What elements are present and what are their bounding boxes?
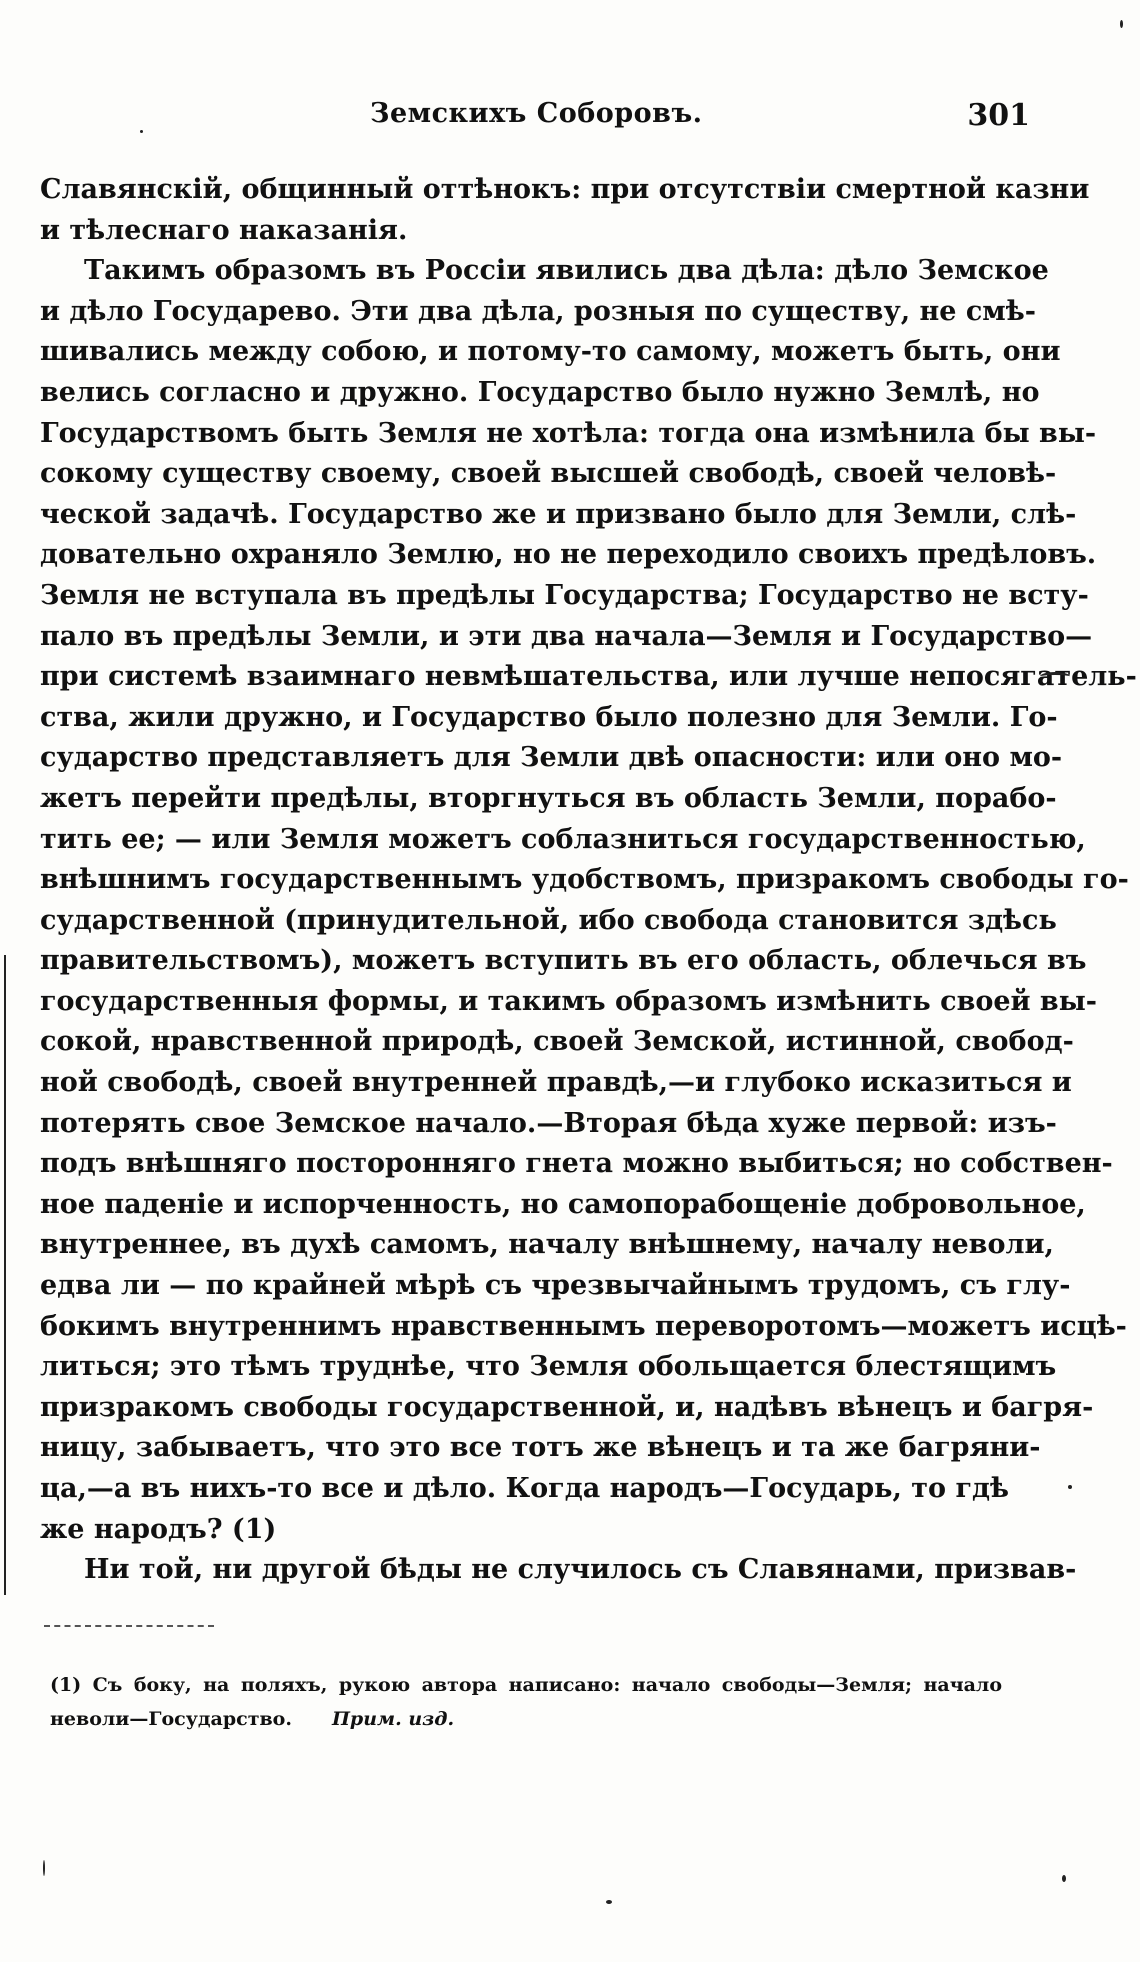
text-line: призракомъ свободы государственной, и, надѣвъ вѣнецъ и багря-	[40, 1391, 1094, 1423]
text-line: при системѣ взаимнаго невмѣшательства, или лучше непосягатель-	[40, 661, 1137, 693]
margin-tilde-mark	[1040, 672, 1070, 681]
scan-speck	[1068, 1485, 1072, 1489]
text-line: сокому существу своему, своей высшей свободѣ, своей человѣ-	[40, 458, 1057, 490]
text-line: ческой задачѣ. Государство же и призвано было для Земли, слѣ-	[40, 498, 1077, 530]
footnote-text: неволи—Государство.	[50, 1708, 292, 1730]
scan-speck	[43, 1860, 45, 1876]
text-line: довательно охраняло Землю, но не переходило своихъ предѣловъ.	[40, 539, 1097, 571]
text-line: велись согласно и дружно. Государство было нужно Землѣ, но	[40, 376, 1040, 408]
text-line: Такимъ образомъ въ Россіи явились два дѣла: дѣло Земское	[84, 255, 1049, 287]
page-header	[370, 98, 1030, 138]
text-line: и тѣлеснаго наказанія.	[40, 214, 408, 246]
footnote-line: (1) Съ боку, на поляхъ, рукою автора написано: начало свободы—Земля; начало	[50, 1674, 1002, 1696]
footnote	[50, 1668, 1002, 1736]
page-number: 301	[967, 98, 1030, 133]
scan-speck	[1120, 20, 1123, 28]
text-line: же народъ? (1)	[40, 1513, 277, 1545]
text-line: ное паденіе и испорченность, но самопорабощеніе добровольное,	[40, 1188, 1086, 1220]
footnote-separator	[44, 1625, 214, 1627]
text-line: Государствомъ быть Земля не хотѣла: тогда она измѣнила бы вы-	[40, 417, 1097, 449]
text-line: пало въ предѣлы Земли, и эти два начала—Земля и Государство—	[40, 620, 1093, 652]
text-line: Земля не вступала въ предѣлы Государства; Государство не всту-	[40, 579, 1089, 611]
main-text	[40, 170, 1137, 1591]
text-line: сокой, нравственной природѣ, своей Земской, истинной, свобод-	[40, 1026, 1074, 1058]
text-line: и дѣло Государево. Эти два дѣла, розныя по существу, не смѣ-	[40, 295, 1036, 327]
running-title: Земскихъ Соборовъ.	[370, 98, 703, 129]
text-line: правительствомъ), можетъ вступить въ его область, облечься въ	[40, 945, 1087, 977]
footnote-line	[50, 1702, 1002, 1736]
text-line: внѣшнимъ государственнымъ удобствомъ, призракомъ свободы го-	[40, 864, 1129, 896]
text-line: бокимъ внутреннимъ нравственнымъ переворотомъ—можетъ исцѣ-	[40, 1310, 1127, 1342]
text-line: шивались между собою, и потому-то самому, можетъ быть, они	[40, 336, 1061, 368]
text-line: тить ее; — или Земля можетъ соблазниться государственностью,	[40, 823, 1086, 855]
text-line: ца,—а въ нихъ-то все и дѣло. Когда народъ—Государь, то гдѣ	[40, 1473, 1009, 1504]
text-line: потерять свое Земское начало.—Вторая бѣда хуже первой: изъ-	[40, 1107, 1057, 1139]
text-line: государственныя формы, и такимъ образомъ измѣнить своей вы-	[40, 985, 1097, 1017]
text-line: ства, жили дружно, и Государство было полезно для Земли. Го-	[40, 701, 1058, 733]
text-line: сударственной (принудительной, ибо свобода становится здѣсь	[40, 904, 1057, 936]
text-line: Ни той, ни другой бѣды не случилось съ Славянами, призвав-	[84, 1554, 1077, 1586]
text-line: едва ли — по крайней мѣрѣ съ чрезвычайнымъ трудомъ, съ глу-	[40, 1270, 1071, 1302]
scan-speck	[606, 1900, 612, 1904]
text-line: Славянскій, общинный оттѣнокъ: при отсутствіи смертной казни	[40, 174, 1090, 205]
publisher-note: Прим. изд.	[331, 1708, 455, 1730]
text-line: литься; это тѣмъ труднѣе, что Земля обольщается блестящимъ	[40, 1351, 1057, 1383]
scan-speck	[1062, 1875, 1066, 1882]
text-line: внутреннее, въ духѣ самомъ, началу внѣшнему, началу неволи,	[40, 1229, 1054, 1261]
margin-mark	[4, 955, 6, 1595]
text-line: ной свободѣ, своей внутренней правдѣ,—и глубоко исказиться и	[40, 1067, 1072, 1099]
text-line: подъ внѣшняго посторонняго гнета можно выбиться; но собствен-	[40, 1148, 1113, 1180]
scan-speck	[140, 130, 143, 133]
text-line: сударство представляетъ для Земли двѣ опасности: или оно мо-	[40, 742, 1063, 774]
text-line: жетъ перейти предѣлы, вторгнуться въ область Земли, порабо-	[40, 782, 1057, 814]
text-line: ницу, забываетъ, что это все тотъ же вѣнецъ и та же багряни-	[40, 1432, 1041, 1464]
